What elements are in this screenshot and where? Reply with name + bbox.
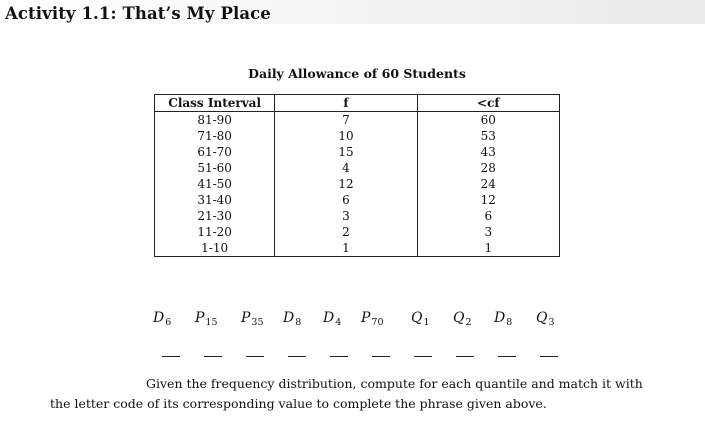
answer-blank[interactable]: [540, 356, 558, 357]
table-row: [155, 112, 560, 129]
quantile-symbol: $D_6$: [153, 310, 172, 328]
cell-class-interval: 11-20: [155, 224, 275, 240]
quantile-symbols: [153, 310, 573, 334]
table-row: [155, 176, 560, 192]
quantile-symbol: $Q_2$: [453, 310, 472, 328]
answer-blank[interactable]: [288, 356, 306, 357]
cell-frequency: 3: [275, 208, 417, 224]
cell-class-interval: 61-70: [155, 144, 275, 160]
cell-frequency: 7: [275, 112, 417, 129]
cell-frequency: 1: [275, 240, 417, 257]
header-class-interval: Class Interval: [155, 95, 275, 112]
quantile-symbol: $Q_1$: [411, 310, 430, 328]
table-row: [155, 192, 560, 208]
quantile-symbol: $D_8$: [494, 310, 513, 328]
answer-blank[interactable]: [330, 356, 348, 357]
cell-frequency: 4: [275, 160, 417, 176]
answer-blank[interactable]: [204, 356, 222, 357]
cell-class-interval: 51-60: [155, 160, 275, 176]
table-row: [155, 128, 560, 144]
cell-cumulative-frequency: 1: [417, 240, 559, 257]
table-row: [155, 208, 560, 224]
cell-cumulative-frequency: 60: [417, 112, 559, 129]
table-row: [155, 144, 560, 160]
cell-class-interval: 41-50: [155, 176, 275, 192]
quantile-symbol: $D_8$: [283, 310, 302, 328]
instructions-line: Given the frequency distribution, compute for each quantile and match it with: [146, 376, 643, 391]
cell-frequency: 2: [275, 224, 417, 240]
table-header-row: [155, 95, 560, 112]
cell-class-interval: 1-10: [155, 240, 275, 257]
cell-class-interval: 81-90: [155, 112, 275, 129]
cell-class-interval: 31-40: [155, 192, 275, 208]
activity-title: Activity 1.1: That’s My Place: [5, 4, 271, 23]
quantile-symbol: $P_{35}$: [241, 310, 264, 328]
cell-cumulative-frequency: 12: [417, 192, 559, 208]
cell-frequency: 10: [275, 128, 417, 144]
table-row: [155, 240, 560, 257]
cell-frequency: 12: [275, 176, 417, 192]
cell-frequency: 6: [275, 192, 417, 208]
quantile-symbol: $D_4$: [323, 310, 342, 328]
answer-blank[interactable]: [414, 356, 432, 357]
cell-cumulative-frequency: 43: [417, 144, 559, 160]
table-title: Daily Allowance of 60 Students: [248, 66, 466, 81]
frequency-table: [154, 94, 560, 257]
answer-blank[interactable]: [498, 356, 516, 357]
cell-cumulative-frequency: 6: [417, 208, 559, 224]
quantile-symbol: $Q_3$: [536, 310, 555, 328]
answer-blank[interactable]: [456, 356, 474, 357]
instructions-line: the letter code of its corresponding value to complete the phrase given above.: [50, 396, 547, 411]
table-row: [155, 160, 560, 176]
answer-blank[interactable]: [246, 356, 264, 357]
cell-frequency: 15: [275, 144, 417, 160]
answer-blank[interactable]: [372, 356, 390, 357]
cell-class-interval: 71-80: [155, 128, 275, 144]
cell-cumulative-frequency: 24: [417, 176, 559, 192]
quantile-symbol: $P_{15}$: [195, 310, 218, 328]
header-cumulative-frequency: <cf: [417, 95, 559, 112]
instructions-paragraph: [50, 374, 705, 414]
header-frequency: f: [275, 95, 417, 112]
cell-class-interval: 21-30: [155, 208, 275, 224]
cell-cumulative-frequency: 53: [417, 128, 559, 144]
table-row: [155, 224, 560, 240]
cell-cumulative-frequency: 3: [417, 224, 559, 240]
quantile-symbol: $P_{70}$: [361, 310, 384, 328]
cell-cumulative-frequency: 28: [417, 160, 559, 176]
answer-blank[interactable]: [162, 356, 180, 357]
